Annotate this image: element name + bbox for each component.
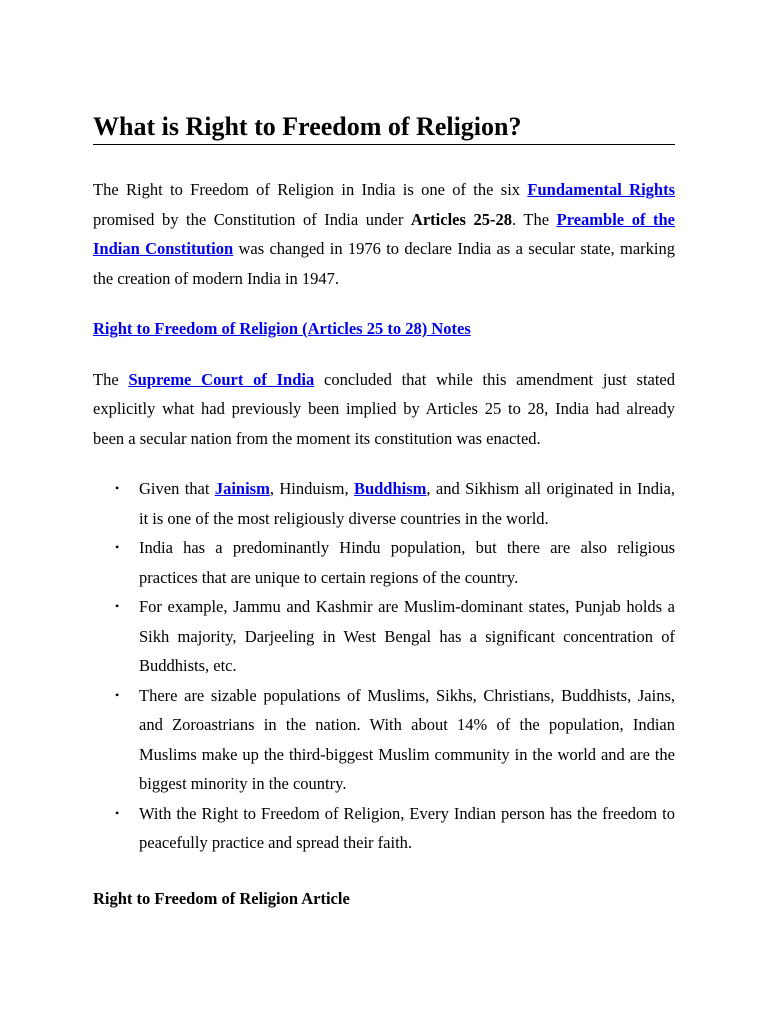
b1-text-3: , and Sikhism all originated in India, it is one of the most religiously diverse countries in the world. (139, 479, 675, 528)
list-item (115, 799, 675, 858)
supreme-court-link[interactable]: Supreme Court of India (128, 369, 315, 389)
jainism-link[interactable]: Jainism (214, 479, 270, 498)
list-item (115, 681, 675, 799)
buddhism-link[interactable]: Buddhism (353, 479, 427, 498)
notes-link[interactable]: Right to Freedom of Religion (Articles 25 to 28) Notes (93, 319, 471, 338)
page-title: What is Right to Freedom of Religion? (93, 110, 675, 145)
b3-text: For example, Jammu and Kashmir are Muslim-dominant states, Punjab holds a Sikh majority, Darjeeling in West Bengal has a significant concentration of Buddhists, etc. (139, 597, 675, 675)
sc-text-1: The (93, 369, 129, 389)
list-item (115, 592, 675, 681)
b1-text-2: , Hinduism, (269, 479, 354, 498)
intro-paragraph (93, 175, 675, 293)
intro-text-4: was changed in 1976 to declare India as a secular state, marking the creation of modern India in 1947. (93, 239, 675, 288)
bullet-icon: • (115, 481, 120, 495)
b2-text: India has a predominantly Hindu population, but there are also religious practices that are unique to certain regions of the country. (139, 538, 675, 587)
b5-text: With the Right to Freedom of Religion, Every Indian person has the freedom to peacefully practice and spread their faith. (139, 803, 675, 852)
articles-bold: Articles 25-28 (410, 209, 512, 229)
intro-text-1: The Right to Freedom of Religion in India is one of the six (93, 180, 528, 199)
section-heading: Right to Freedom of Religion Article (93, 888, 350, 908)
b4-text: There are sizable populations of Muslims, Sikhs, Christians, Buddhists, Jains, and Zoroastrians in the nation. With about 14% of the population, Indian Muslims make up the third-biggest Muslim community in the world and are the biggest minority in the country. (139, 685, 675, 793)
bullet-icon: • (115, 599, 120, 613)
preamble-link[interactable]: Preamble of the Indian Constitution (93, 209, 676, 258)
list-item (115, 533, 675, 592)
facts-list (93, 474, 675, 858)
document-content (93, 110, 675, 913)
bullet-icon: • (115, 687, 120, 702)
b1-text-1: Given that (139, 479, 215, 498)
list-item (115, 474, 675, 533)
intro-text-2: promised by the Constitution of India under (93, 209, 411, 229)
bullet-icon: • (115, 540, 120, 554)
bullet-icon: • (115, 805, 120, 820)
intro-text-3: . The (511, 209, 557, 229)
supreme-court-paragraph (93, 365, 675, 454)
fundamental-rights-link[interactable]: Fundamental Rights (527, 180, 675, 199)
notes-link-line (93, 314, 675, 344)
sc-text-2: concluded that while this amendment just stated explicitly what had previously been implied by Articles 25 to 28, India had already been a secular nation from the moment its constitution was enacted. (93, 369, 676, 448)
